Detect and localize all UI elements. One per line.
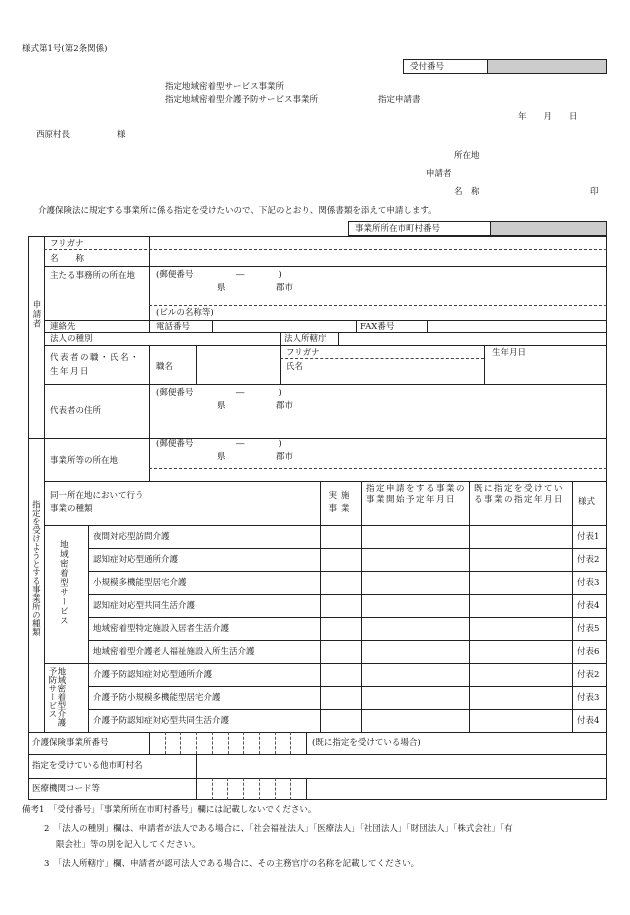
phone-label: 電話番号 — [156, 322, 191, 332]
insurance-no-note: (既に指定を受けている場合) — [312, 738, 421, 748]
main-office-city: 郡市 — [276, 283, 294, 293]
name-label: 名 称 — [454, 187, 480, 197]
applicant-label: 申請者 — [426, 169, 452, 179]
form-col-label: 様式 — [578, 497, 596, 507]
digit-cell-divider — [275, 732, 276, 754]
note-2-cont: 限会社」等の別を記入してください。 — [56, 840, 201, 850]
main-office-label: 主たる事務所の所在地 — [50, 271, 136, 281]
service-row-name: 小規模多機能型居宅介護 — [93, 578, 187, 588]
digit-cell-divider — [259, 778, 260, 800]
name-row-label: 名 称 — [50, 254, 85, 264]
prevention-service-label: 地域密着型介護予防サービス — [46, 667, 66, 727]
main-office-pref: 県 — [217, 283, 226, 293]
digit-cell-divider — [243, 732, 244, 754]
digit-cell-divider — [180, 732, 181, 754]
service-row-form: 付表1 — [577, 532, 600, 542]
seal-label: 印 — [590, 187, 599, 197]
digit-cell-divider — [228, 732, 229, 754]
implement-label: 実施事業 — [328, 491, 354, 514]
municipality-code-field[interactable] — [490, 221, 607, 236]
address-label: 所在地 — [454, 151, 480, 161]
receipt-number-label: 受付番号 — [410, 62, 445, 72]
form-number: 様式第1号(第2条関係) — [22, 44, 108, 54]
service-row-name: 認知症対応型共同生活介護 — [93, 601, 196, 611]
digit-cell-divider — [212, 732, 213, 754]
addressee-suffix: 様 — [117, 130, 126, 140]
facility-city: 郡市 — [276, 452, 294, 462]
service-row-name: 夜間対応型訪問介護 — [93, 532, 170, 542]
prevention-service-row-name: 介護予防認知症対応型通所介護 — [93, 670, 213, 680]
rep-position-label: 代表者の職・氏名・生年月日 — [50, 353, 141, 377]
digit-cell-divider — [259, 732, 260, 754]
service-row-name: 地域密着型介護老人福祉施設入所生活介護 — [93, 647, 255, 657]
service-row-name: 地域密着型特定施設入居者生活介護 — [93, 624, 230, 634]
digit-cell-divider — [275, 778, 276, 800]
service-row-form: 付表6 — [577, 647, 600, 657]
service-row-name: 認知症対応型通所介護 — [93, 555, 179, 565]
service-row-form: 付表2 — [577, 555, 600, 565]
contact-label: 連絡先 — [50, 322, 76, 332]
other-city-label: 指定を受けている他市町村名 — [32, 761, 143, 771]
date-line: 年 月 日 — [518, 112, 578, 122]
position-label: 職名 — [156, 362, 174, 372]
title-line-2: 指定地域密着型介護予防サービス事業所 — [165, 95, 319, 105]
digit-cell-divider — [227, 778, 228, 800]
rep-name-label: 氏名 — [286, 362, 304, 372]
service-row-form: 付表5 — [577, 624, 600, 634]
note-1: 備考1 「受付番号」「事業所所在市町村番号」欄には記載しないでください。 — [22, 805, 317, 815]
digit-cell-divider — [165, 732, 166, 754]
service-row-form: 付表3 — [577, 578, 600, 588]
rep-address-pref: 県 — [217, 401, 226, 411]
planned-date-label: 指定申請をする事業の事業開始予定年月日 — [366, 484, 467, 506]
note-3: 3 「法人所轄庁」欄、申請者が認可法人である場合に、その主務官庁の名称を記載してください。 — [44, 859, 420, 869]
main-office-postal: (郵便番号 ― ) — [156, 270, 282, 280]
title-line-1: 指定地域密着型サービス事業所 — [165, 82, 285, 92]
medical-code-label: 医療機関コード等 — [32, 784, 101, 794]
municipality-code-label: 事業所所在市町村番号 — [355, 224, 441, 234]
birth-date-label: 生年月日 — [492, 348, 527, 358]
fax-label: FAX番号 — [360, 322, 395, 332]
digit-cell-divider — [290, 778, 291, 800]
digit-cell-divider — [243, 778, 244, 800]
same-location-label: 同一所在地において行う事業の種類 — [50, 491, 144, 514]
receipt-number-field[interactable] — [487, 59, 607, 74]
community-service-label: 地域密着型サービス — [58, 540, 69, 626]
note-2: 2 「法人の種別」欄は、申請者が法人である場合に、「社会福祉法人」「医療法人」「社団法人」「財団法人」「株式会社」「有 — [44, 824, 513, 834]
rep-furigana-label: フリガナ — [286, 348, 320, 358]
prevention-service-row-name: 介護予防小規模多機能型居宅介護 — [93, 693, 221, 703]
addressee: 西原村長 — [36, 130, 71, 140]
target-section-label: 指定を受けようとする事業所の種類 — [30, 500, 41, 636]
building-label: (ビルの名称等) — [156, 308, 214, 318]
title-suffix: 指定申請書 — [378, 95, 421, 105]
digit-cell-divider — [290, 732, 291, 754]
prevention-service-row-form: 付表4 — [577, 716, 600, 726]
service-row-form: 付表4 — [577, 601, 600, 611]
corp-type-label: 法人の種別 — [50, 334, 93, 344]
rep-address-city: 郡市 — [276, 401, 294, 411]
prevention-service-row-form: 付表3 — [577, 693, 600, 703]
applicant-section-label: 申請者 — [31, 300, 41, 329]
rep-address-label: 代表者の住所 — [50, 406, 102, 416]
existing-date-label: 既に指定を受けている事業の指定年月日 — [474, 484, 565, 506]
rep-address-postal: (郵便番号 ― ) — [156, 388, 282, 398]
digit-cell-divider — [212, 778, 213, 800]
digit-cell-divider — [196, 732, 197, 754]
facility-pref: 県 — [217, 452, 226, 462]
insurance-no-label: 介護保険事業所番号 — [32, 738, 109, 748]
facility-address-label: 事業所等の所在地 — [50, 456, 119, 466]
furigana-label: フリガナ — [50, 239, 84, 249]
corp-office-label: 法人所轄庁 — [284, 334, 327, 344]
prevention-service-row-name: 介護予防認知症対応型共同生活介護 — [93, 716, 230, 726]
prevention-service-row-form: 付表2 — [577, 670, 600, 680]
facility-postal: (郵便番号 ― ) — [156, 439, 282, 449]
intro-text: 介護保険法に規定する事業所に係る指定を受けたいので、下記のとおり、関係書類を添えて申請します。 — [38, 206, 437, 216]
